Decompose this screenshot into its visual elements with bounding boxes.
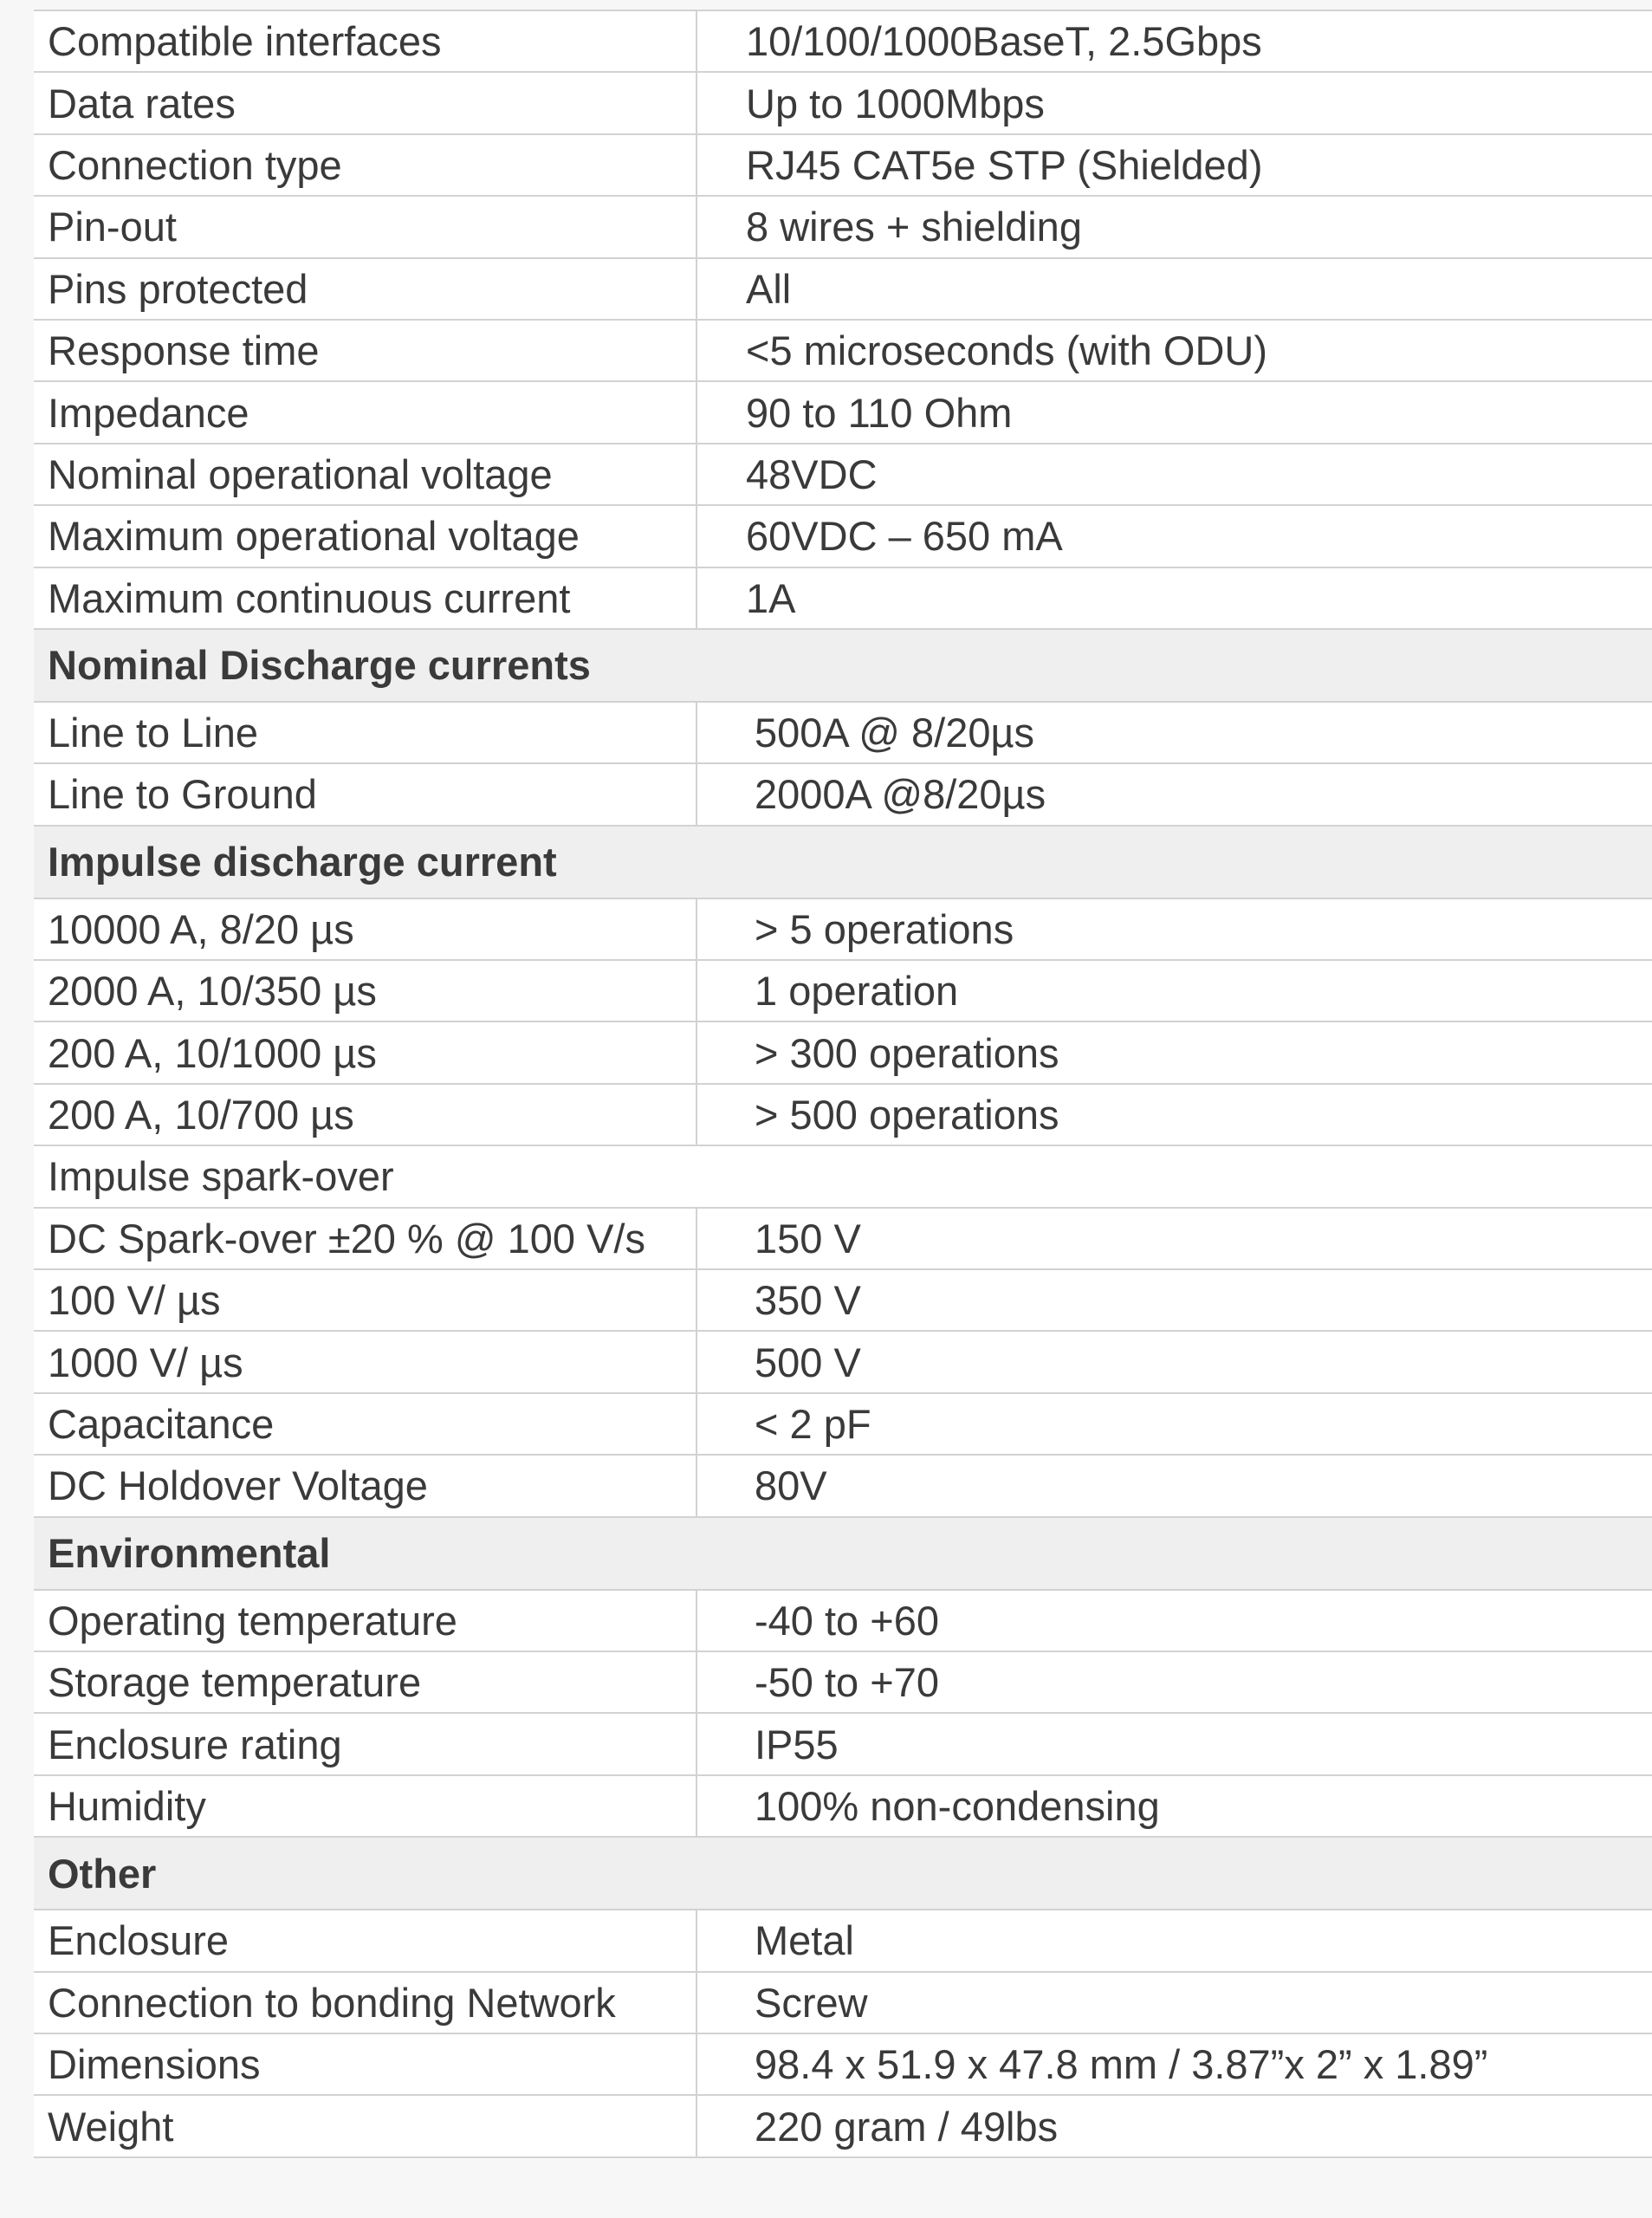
spec-row (34, 2034, 1652, 2096)
spec-row (34, 899, 1652, 961)
spec-label: Capacitance (34, 1394, 697, 1454)
spec-label: Storage temperature (34, 1652, 697, 1712)
spec-label: 1000 V/ µs (34, 1332, 697, 1391)
section-heading: Impulse discharge current (48, 839, 557, 885)
spec-row (34, 568, 1652, 630)
spec-label: Line to Ground (34, 764, 697, 824)
spec-value: 8 wires + shielding (746, 204, 1082, 250)
spec-row (34, 1652, 1652, 1714)
spec-value: 48VDC (746, 451, 878, 497)
spec-value: 500 V (755, 1339, 861, 1385)
spec-row (34, 1910, 1652, 1972)
spec-value: 350 V (755, 1277, 861, 1324)
spec-row (34, 506, 1652, 567)
spec-value: > 300 operations (755, 1029, 1059, 1076)
spec-value: 150 V (755, 1215, 861, 1261)
spec-label: Compatible interfaces (34, 11, 697, 71)
spec-row (34, 382, 1652, 444)
spec-row (34, 73, 1652, 134)
section-heading-row (34, 1518, 1652, 1591)
spec-label: Maximum continuous current (34, 568, 697, 628)
spec-value: 100% non-condensing (755, 1782, 1160, 1829)
spec-label: 2000 A, 10/350 µs (34, 961, 697, 1021)
spec-value: < 2 pF (755, 1401, 871, 1447)
spec-label: 200 A, 10/700 µs (34, 1085, 697, 1145)
spec-label: 100 V/ µs (34, 1270, 697, 1330)
spec-value: > 500 operations (755, 1092, 1059, 1138)
spec-value: All (746, 265, 792, 312)
spec-value: 60VDC – 650 mA (746, 513, 1063, 560)
spec-value: RJ45 CAT5e STP (Shielded) (746, 141, 1263, 188)
spec-row (34, 1209, 1652, 1270)
spec-row (34, 1022, 1652, 1084)
spec-value: IP55 (755, 1721, 839, 1767)
spec-row (34, 961, 1652, 1022)
spec-label: Connection to bonding Network (34, 1973, 697, 2033)
spec-label: Operating temperature (34, 1591, 697, 1651)
spec-label: Connection type (34, 135, 697, 195)
spec-value: 2000A @8/20µs (755, 771, 1046, 818)
spec-value: -50 to +70 (755, 1659, 939, 1706)
spec-label: Data rates (34, 73, 697, 133)
spec-value: Up to 1000Mbps (746, 80, 1045, 126)
spec-label: Response time (34, 321, 697, 380)
spec-label: DC Holdover Voltage (34, 1456, 697, 1515)
spec-value: > 5 operations (755, 905, 1014, 952)
spec-label: Maximum operational voltage (34, 506, 697, 566)
spec-value: 98.4 x 51.9 x 47.8 mm / 3.87”x 2” x 1.89” (755, 2041, 1488, 2088)
spec-label: 200 A, 10/1000 µs (34, 1022, 697, 1082)
spec-label: Pin-out (34, 197, 697, 256)
spec-label: Pins protected (34, 259, 697, 319)
spec-row (34, 764, 1652, 826)
spec-label: Line to Line (34, 703, 697, 762)
section-heading: Other (48, 1850, 157, 1897)
section-heading-row (34, 630, 1652, 703)
spec-row (34, 1270, 1652, 1332)
spec-row (34, 197, 1652, 258)
spec-value: 80V (755, 1462, 827, 1509)
spec-value: Screw (755, 1979, 868, 2026)
subsection-heading-row (34, 1146, 1652, 1208)
spec-row (34, 135, 1652, 197)
spec-row (34, 444, 1652, 506)
spec-row (34, 11, 1652, 73)
spec-value: 90 to 110 Ohm (746, 389, 1013, 436)
spec-label: 10000 A, 8/20 µs (34, 899, 697, 959)
spec-row (34, 1973, 1652, 2034)
spec-row (34, 2096, 1652, 2157)
spec-label: Humidity (34, 1776, 697, 1836)
spec-label: Weight (34, 2096, 697, 2156)
subsection-heading: Impulse spark-over (48, 1153, 394, 1200)
spec-label: DC Spark-over ±20 % @ 100 V/s (34, 1209, 697, 1268)
spec-row (34, 703, 1652, 764)
section-heading: Nominal Discharge currents (48, 642, 591, 689)
spec-row (34, 1456, 1652, 1517)
spec-value: 1A (746, 574, 796, 621)
spec-table (34, 10, 1652, 2158)
spec-row (34, 1714, 1652, 1775)
spec-value: Metal (755, 1917, 854, 1964)
spec-row (34, 1085, 1652, 1146)
spec-label: Nominal operational voltage (34, 444, 697, 504)
spec-value: 220 gram / 49lbs (755, 2103, 1059, 2150)
spec-value: 500A @ 8/20µs (755, 710, 1035, 756)
spec-row (34, 321, 1652, 382)
spec-row (34, 1776, 1652, 1838)
spec-row (34, 1394, 1652, 1456)
spec-label: Impedance (34, 382, 697, 442)
spec-row (34, 1332, 1652, 1393)
section-heading-row (34, 827, 1652, 899)
spec-value: 1 operation (755, 968, 959, 1015)
spec-value: <5 microseconds (with ODU) (746, 328, 1268, 374)
spec-value: -40 to +60 (755, 1597, 939, 1644)
spec-value: 10/100/1000BaseT, 2.5Gbps (746, 18, 1262, 65)
spec-label: Enclosure (34, 1910, 697, 1970)
spec-row (34, 1591, 1652, 1652)
spec-label: Dimensions (34, 2034, 697, 2094)
spec-row (34, 259, 1652, 321)
section-heading-row (34, 1838, 1652, 1910)
section-heading: Environmental (48, 1530, 331, 1577)
spec-label: Enclosure rating (34, 1714, 697, 1774)
